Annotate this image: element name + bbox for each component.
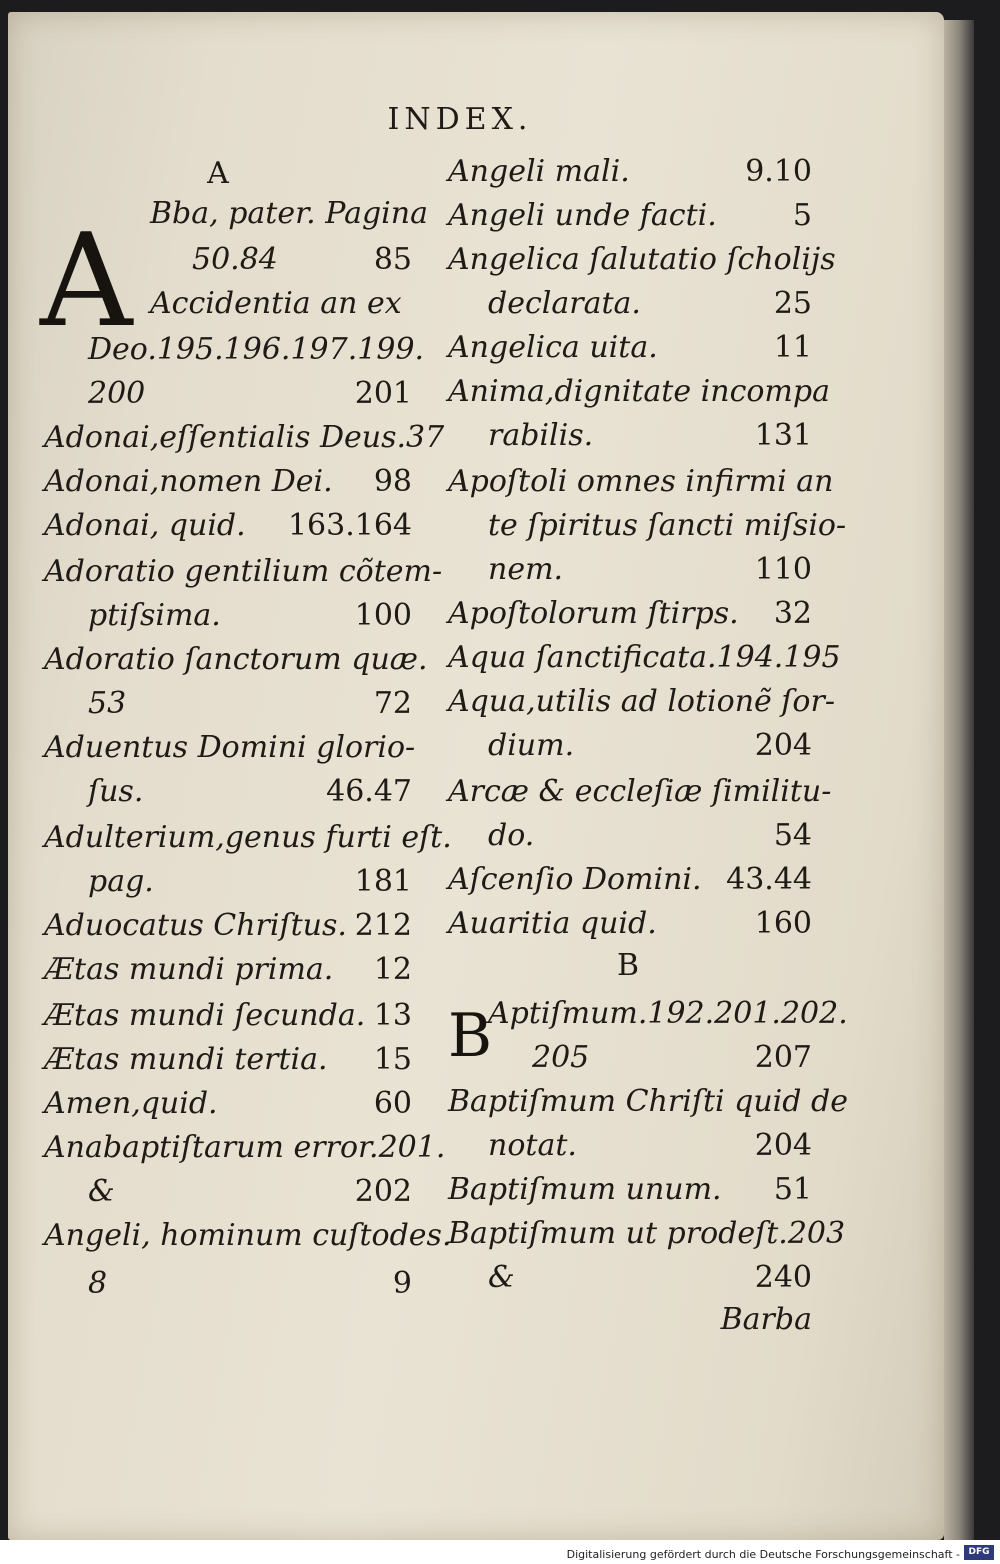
index-entry-left — [88, 1170, 412, 1214]
entry-text: Aqua ſanctificata.194.195 — [448, 640, 841, 675]
entry-page: 11 — [773, 330, 812, 365]
index-entry-right — [448, 194, 812, 238]
entry-page: 212 — [354, 908, 412, 943]
entry-page: 15 — [373, 1042, 412, 1077]
entry-text: Adonai,nomen Dei. — [44, 464, 333, 499]
entry-page: 240 — [754, 1260, 812, 1295]
index-entry-left — [88, 372, 412, 416]
index-entry-left — [44, 550, 443, 594]
entry-text: Adoratio gentilium cõtem- — [44, 554, 443, 589]
entry-text: do. — [488, 818, 535, 853]
entry-text: 53 — [88, 686, 127, 721]
page-edge — [944, 20, 974, 1540]
index-entry-right — [448, 902, 812, 946]
entry-page: 9.10 — [745, 154, 812, 189]
index-entry-right — [488, 992, 848, 1036]
index-entry-left — [44, 948, 412, 992]
index-entry-right — [448, 370, 830, 414]
funding-credit: Digitalisierung gefördert durch die Deutsche Forschungsgemeinschaft - — [566, 1548, 960, 1561]
entry-text: Amen,quid. — [44, 1086, 218, 1121]
entry-text: Adonai,eſſentialis Deus.37 — [44, 420, 445, 455]
index-entry-left — [44, 638, 428, 682]
entry-text: Deo.195.196.197.199. — [88, 332, 425, 367]
index-entry-left — [88, 860, 412, 904]
footer-bar — [0, 1540, 1000, 1564]
index-entry-right — [448, 770, 832, 814]
entry-text: pag. — [88, 864, 154, 899]
index-entry-right — [488, 504, 847, 548]
index-entry-right — [448, 1212, 846, 1256]
dfg-logo: DFG — [964, 1545, 994, 1560]
entry-text: 8 — [88, 1266, 108, 1301]
entry-page: 181 — [354, 864, 412, 899]
entry-text: Aqua,utilis ad lotionẽ ſor- — [448, 684, 835, 719]
entry-page: 204 — [754, 728, 812, 763]
entry-text: Angelica ſalutatio ſcholijs — [448, 242, 836, 277]
index-entry-left — [44, 994, 412, 1038]
entry-text: Apoſtoli omnes infirmi an — [448, 464, 834, 499]
index-entry-left — [44, 1082, 412, 1126]
entry-text: Angeli, hominum cuſtodes. — [44, 1218, 452, 1253]
entry-text: Adulterium,genus furti eſt. — [44, 820, 452, 855]
entry-text: Baptiſmum unum. — [448, 1172, 722, 1207]
index-entry-left — [88, 682, 412, 726]
entry-text: Ætas mundi ſecunda. — [44, 998, 366, 1033]
page-header: INDEX. — [387, 102, 533, 137]
index-entry-right — [448, 1168, 812, 1212]
entry-page: 13 — [373, 998, 412, 1033]
entry-text: Anabaptiſtarum error.201. — [44, 1130, 446, 1165]
index-entry-left — [88, 770, 412, 814]
index-entry-right — [448, 460, 834, 504]
entry-text: Angeli unde facti. — [448, 198, 717, 233]
entry-text: 205 — [532, 1040, 590, 1075]
index-entry-right — [448, 150, 812, 194]
entry-page: 60 — [373, 1086, 412, 1121]
index-entry-right — [488, 724, 812, 768]
entry-text: Auaritia quid. — [448, 906, 657, 941]
index-entry-left — [44, 1126, 446, 1170]
entry-page: 160 — [754, 906, 812, 941]
entry-text: te ſpiritus ſancti miſsio- — [488, 508, 847, 543]
entry-text: & — [88, 1174, 115, 1209]
section-letter-a: A — [207, 156, 229, 191]
entry-text: 50.84 — [192, 242, 278, 277]
index-entry-left — [44, 416, 445, 460]
entry-text: & — [488, 1260, 515, 1295]
index-entry-left — [150, 282, 412, 326]
entry-page: 163.164 — [287, 508, 412, 543]
entry-text: Arcæ & eccleſiæ ſimilitu- — [448, 774, 832, 809]
entry-page: 110 — [754, 552, 812, 587]
index-entry-left — [44, 460, 412, 504]
entry-page: 85 — [373, 242, 412, 277]
index-entry-right — [488, 1124, 812, 1168]
entry-text: Baptiſmum ut prodeſt.203 — [448, 1216, 846, 1251]
index-entry-left — [44, 504, 412, 548]
entry-text: notat. — [488, 1128, 577, 1163]
entry-page: 202 — [354, 1174, 412, 1209]
entry-page: 72 — [373, 686, 412, 721]
index-entry-right — [448, 1080, 848, 1124]
entry-text: rabilis. — [488, 418, 594, 453]
entry-text: Ætas mundi prima. — [44, 952, 334, 987]
entry-page: 51 — [773, 1172, 812, 1207]
entry-text: Aduentus Domini glorio- — [44, 730, 416, 765]
entry-text: dium. — [488, 728, 575, 763]
entry-page: 32 — [773, 596, 812, 631]
entry-page: 201 — [354, 376, 412, 411]
drop-cap-a: A — [40, 207, 133, 356]
entry-text: nem. — [488, 552, 564, 587]
entry-page: 12 — [373, 952, 412, 987]
entry-text: Aduocatus Chriſtus. — [44, 908, 347, 943]
index-entry-left — [44, 726, 416, 770]
index-entry-left — [44, 816, 452, 860]
entry-page: 9 — [392, 1266, 412, 1301]
index-entry-left — [150, 192, 428, 236]
entry-page: 43.44 — [726, 862, 812, 897]
index-entry-right — [448, 238, 836, 282]
index-entry-left — [88, 328, 425, 372]
entry-text: declarata. — [488, 286, 641, 321]
drop-cap-b: B — [448, 1001, 493, 1071]
entry-text: Aptiſmum.192.201.202. — [488, 996, 848, 1031]
index-entry-left — [88, 1262, 412, 1306]
entry-page: 204 — [754, 1128, 812, 1163]
index-entry-left — [88, 594, 412, 638]
entry-text: ptiſsima. — [88, 598, 221, 633]
entry-page: 98 — [373, 464, 412, 499]
index-entry-right — [448, 858, 812, 902]
entry-page: 100 — [354, 598, 412, 633]
index-entry-right — [488, 282, 812, 326]
index-entry-right — [488, 1256, 812, 1300]
index-entry-right — [448, 592, 812, 636]
entry-text: Angeli mali. — [448, 154, 630, 189]
entry-text: ſus. — [88, 774, 144, 809]
entry-text: Apoſtolorum ſtirps. — [448, 596, 739, 631]
entry-text: Baptiſmum Chriſti quid de — [448, 1084, 848, 1119]
entry-page: 5 — [792, 198, 812, 233]
index-entry-right — [488, 814, 812, 858]
index-entry-left — [192, 238, 412, 282]
index-entry-right — [532, 1036, 812, 1080]
entry-text: Aſcenſio Domini. — [448, 862, 702, 897]
entry-text: Ætas mundi tertia. — [44, 1042, 328, 1077]
entry-text: Bba, pater. Pagina — [150, 196, 428, 231]
entry-text: 200 — [88, 376, 146, 411]
index-entry-right — [448, 636, 841, 680]
entry-text: Angelica uita. — [448, 330, 658, 365]
index-entry-left — [44, 1214, 452, 1258]
entry-page: 131 — [754, 418, 812, 453]
entry-text: Anima,dignitate incompa — [448, 374, 830, 409]
entry-text: Adoratio ſanctorum quæ. — [44, 642, 428, 677]
index-entry-right — [488, 548, 812, 592]
index-entry-right — [488, 414, 812, 458]
section-letter-b: B — [616, 948, 640, 983]
entry-page: 54 — [773, 818, 812, 853]
index-entry-left — [44, 1038, 412, 1082]
catchword: Barba — [720, 1302, 812, 1337]
entry-page: 46.47 — [326, 774, 412, 809]
index-entry-left — [44, 904, 412, 948]
index-entry-right — [448, 326, 812, 370]
entry-text: Adonai, quid. — [44, 508, 246, 543]
index-entry-right — [448, 680, 835, 724]
entry-page: 25 — [773, 286, 812, 321]
entry-page: 207 — [754, 1040, 812, 1075]
entry-text: Accidentia an ex — [150, 286, 402, 321]
